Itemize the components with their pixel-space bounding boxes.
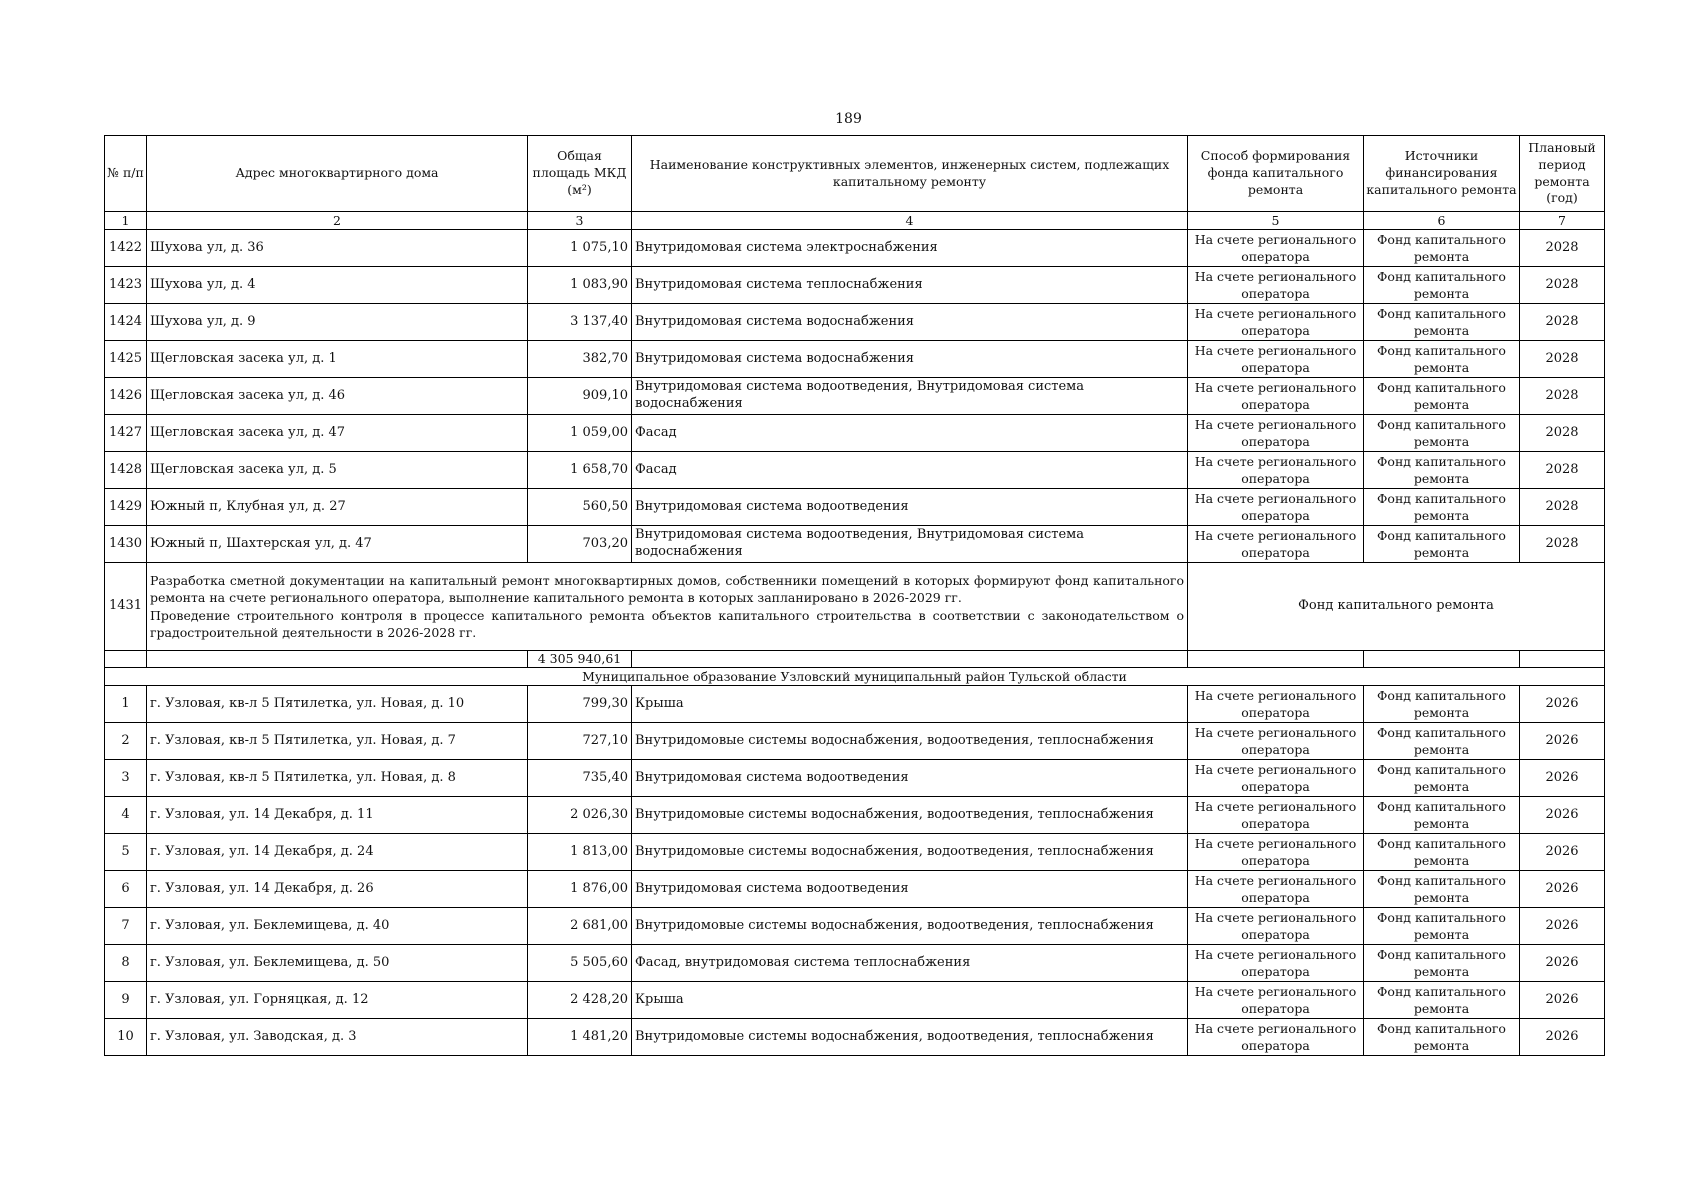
- address-cell: г. Узловая, ул. 14 Декабря, д. 24: [147, 834, 528, 871]
- source-cell: Фонд капитального ремонта: [1364, 452, 1520, 489]
- year-cell: 2028: [1520, 415, 1605, 452]
- header-source: Источники финансирования капитального ремонта: [1364, 136, 1520, 212]
- row-number: 1431: [105, 563, 147, 651]
- area-cell: 799,30: [528, 686, 632, 723]
- row-number: 1429: [105, 489, 147, 526]
- area-cell: 2 428,20: [528, 982, 632, 1019]
- table-row: [105, 304, 1605, 341]
- table-body-part-a: [105, 230, 1605, 563]
- elements-cell: Внутридомовые системы водоснабжения, водоотведения, теплоснабжения: [632, 834, 1188, 871]
- source-cell: Фонд капитального ремонта: [1364, 723, 1520, 760]
- elements-cell: Внутридомовые системы водоснабжения, водоотведения, теплоснабжения: [632, 908, 1188, 945]
- description-line: Проведение строительного контроля в процессе капитального ремонта объектов капитального строительства в соответствии с законодательством о: [150, 607, 1184, 623]
- table-row: [105, 452, 1605, 489]
- area-cell: 1 481,20: [528, 1019, 632, 1056]
- column-number: 7: [1520, 212, 1605, 230]
- table-row: [105, 797, 1605, 834]
- elements-cell: Внутридомовые системы водоснабжения, водоотведения, теплоснабжения: [632, 797, 1188, 834]
- source-cell: Фонд капитального ремонта: [1364, 797, 1520, 834]
- address-cell: г. Узловая, кв-л 5 Пятилетка, ул. Новая, д. 7: [147, 723, 528, 760]
- table-row: [105, 1019, 1605, 1056]
- row-number: 10: [105, 1019, 147, 1056]
- table-body-part-b: [105, 686, 1605, 1056]
- source-cell: Фонд капитального ремонта: [1364, 341, 1520, 378]
- area-cell: 1 083,90: [528, 267, 632, 304]
- source-cell: Фонд капитального ремонта: [1364, 760, 1520, 797]
- municipality-title: Муниципальное образование Узловский муниципальный район Тульской области: [105, 668, 1605, 686]
- method-cell: На счете регионального оператора: [1188, 304, 1364, 341]
- elements-cell: Внутридомовые системы водоснабжения, водоотведения, теплоснабжения: [632, 723, 1188, 760]
- table-row: [105, 686, 1605, 723]
- year-cell: 2028: [1520, 304, 1605, 341]
- column-number: 5: [1188, 212, 1364, 230]
- row-number: 1424: [105, 304, 147, 341]
- method-cell: На счете регионального оператора: [1188, 686, 1364, 723]
- year-cell: 2026: [1520, 982, 1605, 1019]
- source-cell: Фонд капитального ремонта: [1364, 871, 1520, 908]
- table-row: [105, 341, 1605, 378]
- row-number: 5: [105, 834, 147, 871]
- method-cell: На счете регионального оператора: [1188, 267, 1364, 304]
- address-cell: г. Узловая, кв-л 5 Пятилетка, ул. Новая, д. 8: [147, 760, 528, 797]
- municipality-row: [105, 668, 1605, 686]
- method-cell: На счете регионального оператора: [1188, 230, 1364, 267]
- total-row: [105, 651, 1605, 668]
- header-elements: Наименование конструктивных элементов, инженерных систем, подлежащих капитальному ремонту: [632, 136, 1188, 212]
- column-number: 1: [105, 212, 147, 230]
- header-area: Общая площадь МКД (м²): [528, 136, 632, 212]
- row-number: 1423: [105, 267, 147, 304]
- address-cell: г. Узловая, ул. Беклемищева, д. 40: [147, 908, 528, 945]
- address-cell: Южный п, Шахтерская ул, д. 47: [147, 526, 528, 563]
- method-cell: На счете регионального оператора: [1188, 723, 1364, 760]
- area-cell: 1 876,00: [528, 871, 632, 908]
- elements-cell: Крыша: [632, 686, 1188, 723]
- method-cell: На счете регионального оператора: [1188, 378, 1364, 415]
- area-cell: 1 059,00: [528, 415, 632, 452]
- year-cell: 2026: [1520, 760, 1605, 797]
- source-cell: Фонд капитального ремонта: [1364, 982, 1520, 1019]
- source-cell: Фонд капитального ремонта: [1364, 415, 1520, 452]
- table-row: [105, 378, 1605, 415]
- row-number: 3: [105, 760, 147, 797]
- address-cell: г. Узловая, ул. Беклемищева, д. 50: [147, 945, 528, 982]
- source-cell: Фонд капитального ремонта: [1364, 526, 1520, 563]
- description-line: ремонта на счете регионального оператора, выполнение капитального ремонта в которых запланировано в 2026-2029 гг.: [150, 590, 962, 605]
- elements-cell: Внутридомовая система теплоснабжения: [632, 267, 1188, 304]
- address-cell: Щегловская засека ул, д. 46: [147, 378, 528, 415]
- area-cell: 727,10: [528, 723, 632, 760]
- source-cell: Фонд капитального ремонта: [1364, 267, 1520, 304]
- column-number: 6: [1364, 212, 1520, 230]
- area-cell: 382,70: [528, 341, 632, 378]
- column-number: 2: [147, 212, 528, 230]
- total-empty: [632, 651, 1188, 668]
- year-cell: 2026: [1520, 686, 1605, 723]
- source-cell: Фонд капитального ремонта: [1364, 945, 1520, 982]
- area-cell: 560,50: [528, 489, 632, 526]
- row-number: 1422: [105, 230, 147, 267]
- elements-cell: Фасад: [632, 452, 1188, 489]
- method-cell: На счете регионального оператора: [1188, 489, 1364, 526]
- elements-cell: Внутридомовая система водоотведения: [632, 489, 1188, 526]
- year-cell: 2028: [1520, 452, 1605, 489]
- row-number: 1427: [105, 415, 147, 452]
- elements-cell: Внутридомовая система водоснабжения: [632, 341, 1188, 378]
- header-method: Способ формирования фонда капитального ремонта: [1188, 136, 1364, 212]
- description-line: градостроительной деятельности в 2026-2028 гг.: [150, 625, 477, 640]
- address-cell: г. Узловая, кв-л 5 Пятилетка, ул. Новая, д. 10: [147, 686, 528, 723]
- year-cell: 2028: [1520, 378, 1605, 415]
- elements-cell: Внутридомовая система электроснабжения: [632, 230, 1188, 267]
- development-source: Фонд капитального ремонта: [1188, 563, 1605, 651]
- year-cell: 2026: [1520, 1019, 1605, 1056]
- total-area: 4 305 940,61: [528, 651, 632, 668]
- area-cell: 1 658,70: [528, 452, 632, 489]
- method-cell: На счете регионального оператора: [1188, 1019, 1364, 1056]
- method-cell: На счете регионального оператора: [1188, 871, 1364, 908]
- source-cell: Фонд капитального ремонта: [1364, 686, 1520, 723]
- area-cell: 735,40: [528, 760, 632, 797]
- address-cell: Щегловская засека ул, д. 1: [147, 341, 528, 378]
- row-number: 7: [105, 908, 147, 945]
- row-number: 1426: [105, 378, 147, 415]
- header-num: № п/п: [105, 136, 147, 212]
- area-cell: 1 813,00: [528, 834, 632, 871]
- table-row: [105, 982, 1605, 1019]
- elements-cell: Внутридомовая система водоотведения: [632, 871, 1188, 908]
- row-number: 1425: [105, 341, 147, 378]
- table-row: [105, 489, 1605, 526]
- area-cell: 703,20: [528, 526, 632, 563]
- source-cell: Фонд капитального ремонта: [1364, 304, 1520, 341]
- elements-cell: Внутридомовая система водоотведения, Внутридомовая система водоснабжения: [632, 378, 1188, 415]
- source-cell: Фонд капитального ремонта: [1364, 908, 1520, 945]
- year-cell: 2026: [1520, 797, 1605, 834]
- row-number: 1: [105, 686, 147, 723]
- table-row: [105, 834, 1605, 871]
- method-cell: На счете регионального оператора: [1188, 797, 1364, 834]
- year-cell: 2026: [1520, 723, 1605, 760]
- table-row-development: [105, 563, 1605, 651]
- address-cell: Шухова ул, д. 36: [147, 230, 528, 267]
- method-cell: На счете регионального оператора: [1188, 415, 1364, 452]
- area-cell: 2 681,00: [528, 908, 632, 945]
- address-cell: г. Узловая, ул. 14 Декабря, д. 26: [147, 871, 528, 908]
- row-number: 1428: [105, 452, 147, 489]
- method-cell: На счете регионального оператора: [1188, 341, 1364, 378]
- column-number: 3: [528, 212, 632, 230]
- year-cell: 2028: [1520, 489, 1605, 526]
- address-cell: г. Узловая, ул. Горняцкая, д. 12: [147, 982, 528, 1019]
- elements-cell: Внутридомовая система водоснабжения: [632, 304, 1188, 341]
- column-number: 4: [632, 212, 1188, 230]
- source-cell: Фонд капитального ремонта: [1364, 230, 1520, 267]
- table-row: [105, 723, 1605, 760]
- total-empty: [1364, 651, 1520, 668]
- total-empty: [1520, 651, 1605, 668]
- year-cell: 2026: [1520, 834, 1605, 871]
- table-row: [105, 526, 1605, 563]
- table-row: [105, 945, 1605, 982]
- row-number: 4: [105, 797, 147, 834]
- row-number: 8: [105, 945, 147, 982]
- description-line: Разработка сметной документации на капитальный ремонт многоквартирных домов, собственники помещений в которых формируют фонд капитального: [150, 572, 1184, 588]
- year-cell: 2026: [1520, 945, 1605, 982]
- method-cell: На счете регионального оператора: [1188, 526, 1364, 563]
- method-cell: На счете регионального оператора: [1188, 945, 1364, 982]
- total-empty: [1188, 651, 1364, 668]
- method-cell: На счете регионального оператора: [1188, 834, 1364, 871]
- table-body-summary: [105, 563, 1605, 686]
- method-cell: На счете регионального оператора: [1188, 452, 1364, 489]
- address-cell: г. Узловая, ул. 14 Декабря, д. 11: [147, 797, 528, 834]
- elements-cell: Фасад: [632, 415, 1188, 452]
- address-cell: Щегловская засека ул, д. 5: [147, 452, 528, 489]
- address-cell: Шухова ул, д. 9: [147, 304, 528, 341]
- table-row: [105, 230, 1605, 267]
- elements-cell: Фасад, внутридомовая система теплоснабжения: [632, 945, 1188, 982]
- area-cell: 909,10: [528, 378, 632, 415]
- year-cell: 2026: [1520, 908, 1605, 945]
- elements-cell: Внутридомовая система водоотведения, Внутридомовая система водоснабжения: [632, 526, 1188, 563]
- row-number: 2: [105, 723, 147, 760]
- area-cell: 5 505,60: [528, 945, 632, 982]
- source-cell: Фонд капитального ремонта: [1364, 489, 1520, 526]
- method-cell: На счете регионального оператора: [1188, 908, 1364, 945]
- total-empty: [147, 651, 528, 668]
- row-number: 1430: [105, 526, 147, 563]
- method-cell: На счете регионального оператора: [1188, 982, 1364, 1019]
- source-cell: Фонд капитального ремонта: [1364, 378, 1520, 415]
- capital-repair-table: [104, 135, 1605, 1056]
- table-row: [105, 908, 1605, 945]
- table-row: [105, 871, 1605, 908]
- year-cell: 2028: [1520, 267, 1605, 304]
- development-description: [147, 563, 1188, 651]
- source-cell: Фонд капитального ремонта: [1364, 1019, 1520, 1056]
- page-number: 189: [835, 111, 862, 127]
- source-cell: Фонд капитального ремонта: [1364, 834, 1520, 871]
- area-cell: 1 075,10: [528, 230, 632, 267]
- elements-cell: Внутридомовые системы водоснабжения, водоотведения, теплоснабжения: [632, 1019, 1188, 1056]
- total-empty: [105, 651, 147, 668]
- table-row: [105, 267, 1605, 304]
- year-cell: 2028: [1520, 526, 1605, 563]
- table-row: [105, 415, 1605, 452]
- row-number: 9: [105, 982, 147, 1019]
- area-cell: 2 026,30: [528, 797, 632, 834]
- year-cell: 2028: [1520, 341, 1605, 378]
- address-cell: Южный п, Клубная ул, д. 27: [147, 489, 528, 526]
- column-number-row: [105, 212, 1605, 230]
- elements-cell: Крыша: [632, 982, 1188, 1019]
- method-cell: На счете регионального оператора: [1188, 760, 1364, 797]
- row-number: 6: [105, 871, 147, 908]
- header-address: Адрес многоквартирного дома: [147, 136, 528, 212]
- address-cell: Щегловская засека ул, д. 47: [147, 415, 528, 452]
- year-cell: 2028: [1520, 230, 1605, 267]
- header-row: [105, 136, 1605, 212]
- address-cell: Шухова ул, д. 4: [147, 267, 528, 304]
- year-cell: 2026: [1520, 871, 1605, 908]
- header-period: Плановый период ремонта (год): [1520, 136, 1605, 212]
- table-row: [105, 760, 1605, 797]
- address-cell: г. Узловая, ул. Заводская, д. 3: [147, 1019, 528, 1056]
- area-cell: 3 137,40: [528, 304, 632, 341]
- elements-cell: Внутридомовая система водоотведения: [632, 760, 1188, 797]
